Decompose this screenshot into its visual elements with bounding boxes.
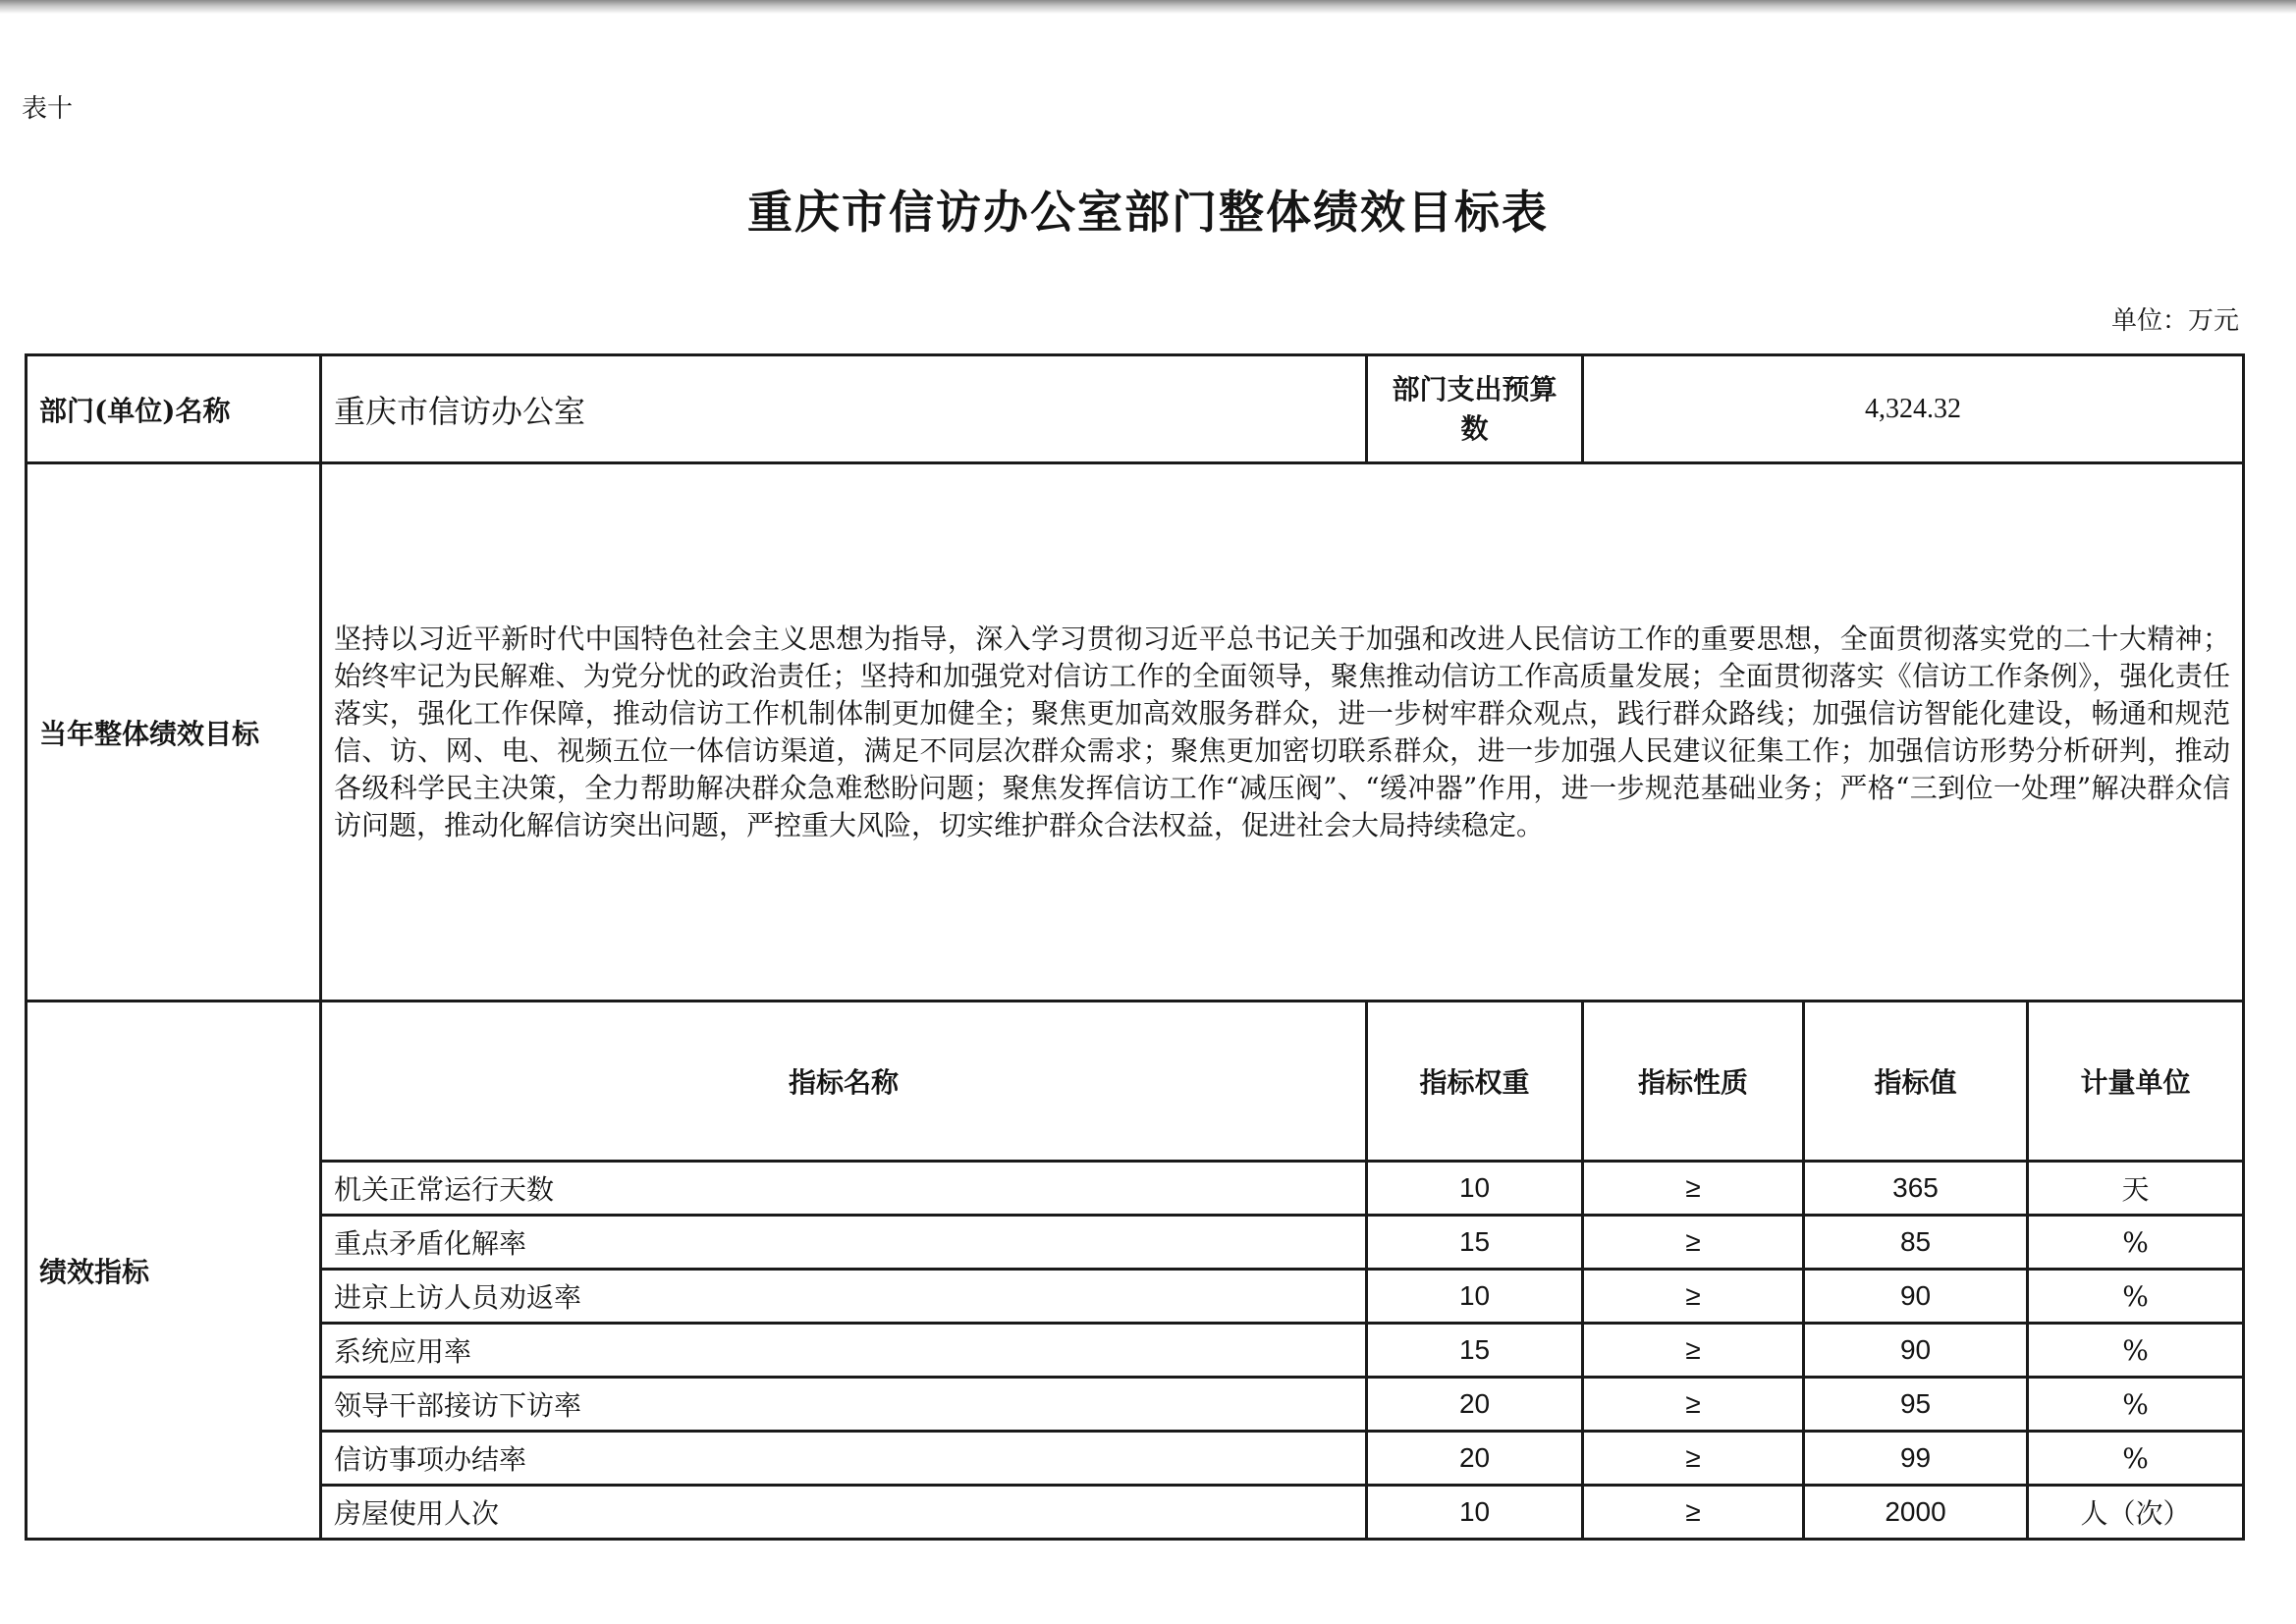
goal-label: 当年整体绩效目标: [27, 463, 321, 1001]
indicator-weight: 10: [1367, 1162, 1583, 1216]
dept-name-label: 部门(单位)名称: [27, 355, 321, 463]
indicator-nature: ≥: [1583, 1378, 1804, 1432]
indicator-nature: ≥: [1583, 1216, 1804, 1270]
table-row: [27, 1216, 2244, 1270]
header-value: 指标值: [1804, 1001, 2028, 1162]
header-nature: 指标性质: [1583, 1001, 1804, 1162]
indicator-unit: 人（次）: [2028, 1486, 2244, 1540]
performance-goal-table: [25, 353, 2245, 1541]
table-row: [27, 1270, 2244, 1324]
table-number: 表十: [22, 94, 74, 124]
indicator-unit: %: [2028, 1324, 2244, 1378]
goal-text: 坚持以习近平新时代中国特色社会主义思想为指导，深入学习贯彻习近平总书记关于加强和改进人民信访工作的重要思想，全面贯彻落实党的二十大精神；始终牢记为民解难、为党分忧的政治责任；坚持和加强党对信访工作的全面领导，聚焦推动信访工作高质量发展；全面贯彻落实《信访工作条例》，强化责任落实，强化工作保障，推动信访工作机制体制更加健全；聚焦更加高效服务群众，进一步树牢群众观点，践行群众路线；加强信访智能化建设，畅通和规范信、访、网、电、视频五位一体信访渠道，满足不同层次群众需求；聚焦更加密切联系群众，进一步加强人民建议征集工作；加强信访形势分析研判，推动各级科学民主决策，全力帮助解决群众急难愁盼问题；聚焦发挥信访工作“减压阀”、“缓冲器”作用，进一步规范基础业务；严格“三到位一处理”解决群众信访问题，推动化解信访突出问题，严控重大风险，切实维护群众合法权益，促进社会大局持续稳定。: [321, 463, 2244, 1001]
indicator-value: 99: [1804, 1432, 2028, 1486]
indicator-name: 机关正常运行天数: [321, 1162, 1367, 1216]
indicator-name: 信访事项办结率: [321, 1432, 1367, 1486]
header-unit: 计量单位: [2028, 1001, 2244, 1162]
indicator-value: 90: [1804, 1270, 2028, 1324]
table-row: [27, 1162, 2244, 1216]
indicator-unit: %: [2028, 1216, 2244, 1270]
indicator-unit: %: [2028, 1270, 2244, 1324]
indicator-nature: ≥: [1583, 1432, 1804, 1486]
indicator-weight: 15: [1367, 1216, 1583, 1270]
indicator-nature: ≥: [1583, 1486, 1804, 1540]
indicator-weight: 20: [1367, 1432, 1583, 1486]
indicator-name: 进京上访人员劝返率: [321, 1270, 1367, 1324]
indicator-nature: ≥: [1583, 1324, 1804, 1378]
indicator-weight: 20: [1367, 1378, 1583, 1432]
goal-row: [27, 463, 2244, 1001]
header-weight: 指标权重: [1367, 1001, 1583, 1162]
indicator-unit: %: [2028, 1432, 2244, 1486]
indicator-value: 2000: [1804, 1486, 2028, 1540]
indicator-header-row: [27, 1001, 2244, 1162]
indicator-name: 系统应用率: [321, 1324, 1367, 1378]
indicator-unit: %: [2028, 1378, 2244, 1432]
budget-value: 4,324.32: [1583, 355, 2244, 463]
indicator-unit: 天: [2028, 1162, 2244, 1216]
indicator-name: 房屋使用人次: [321, 1486, 1367, 1540]
scan-edge-shadow: [0, 0, 2296, 14]
dept-name-value: 重庆市信访办公室: [321, 355, 1367, 463]
indicator-weight: 10: [1367, 1486, 1583, 1540]
indicator-name: 重点矛盾化解率: [321, 1216, 1367, 1270]
table-row: [27, 1324, 2244, 1378]
table-row: [27, 1486, 2244, 1540]
indicator-nature: ≥: [1583, 1162, 1804, 1216]
document-title: 重庆市信访办公室部门整体绩效目标表: [747, 186, 1549, 239]
unit-label: 单位：万元: [2110, 306, 2239, 336]
indicator-value: 85: [1804, 1216, 2028, 1270]
indicator-value: 90: [1804, 1324, 2028, 1378]
info-row: [27, 355, 2244, 463]
indicator-value: 365: [1804, 1162, 2028, 1216]
indicators-section-label: 绩效指标: [27, 1001, 321, 1540]
indicator-weight: 15: [1367, 1324, 1583, 1378]
header-indicator-name: 指标名称: [321, 1001, 1367, 1162]
budget-label: 部门支出预算数: [1367, 355, 1583, 463]
indicator-nature: ≥: [1583, 1270, 1804, 1324]
indicator-weight: 10: [1367, 1270, 1583, 1324]
indicator-name: 领导干部接访下访率: [321, 1378, 1367, 1432]
indicator-value: 95: [1804, 1378, 2028, 1432]
table-row: [27, 1432, 2244, 1486]
table-row: [27, 1378, 2244, 1432]
